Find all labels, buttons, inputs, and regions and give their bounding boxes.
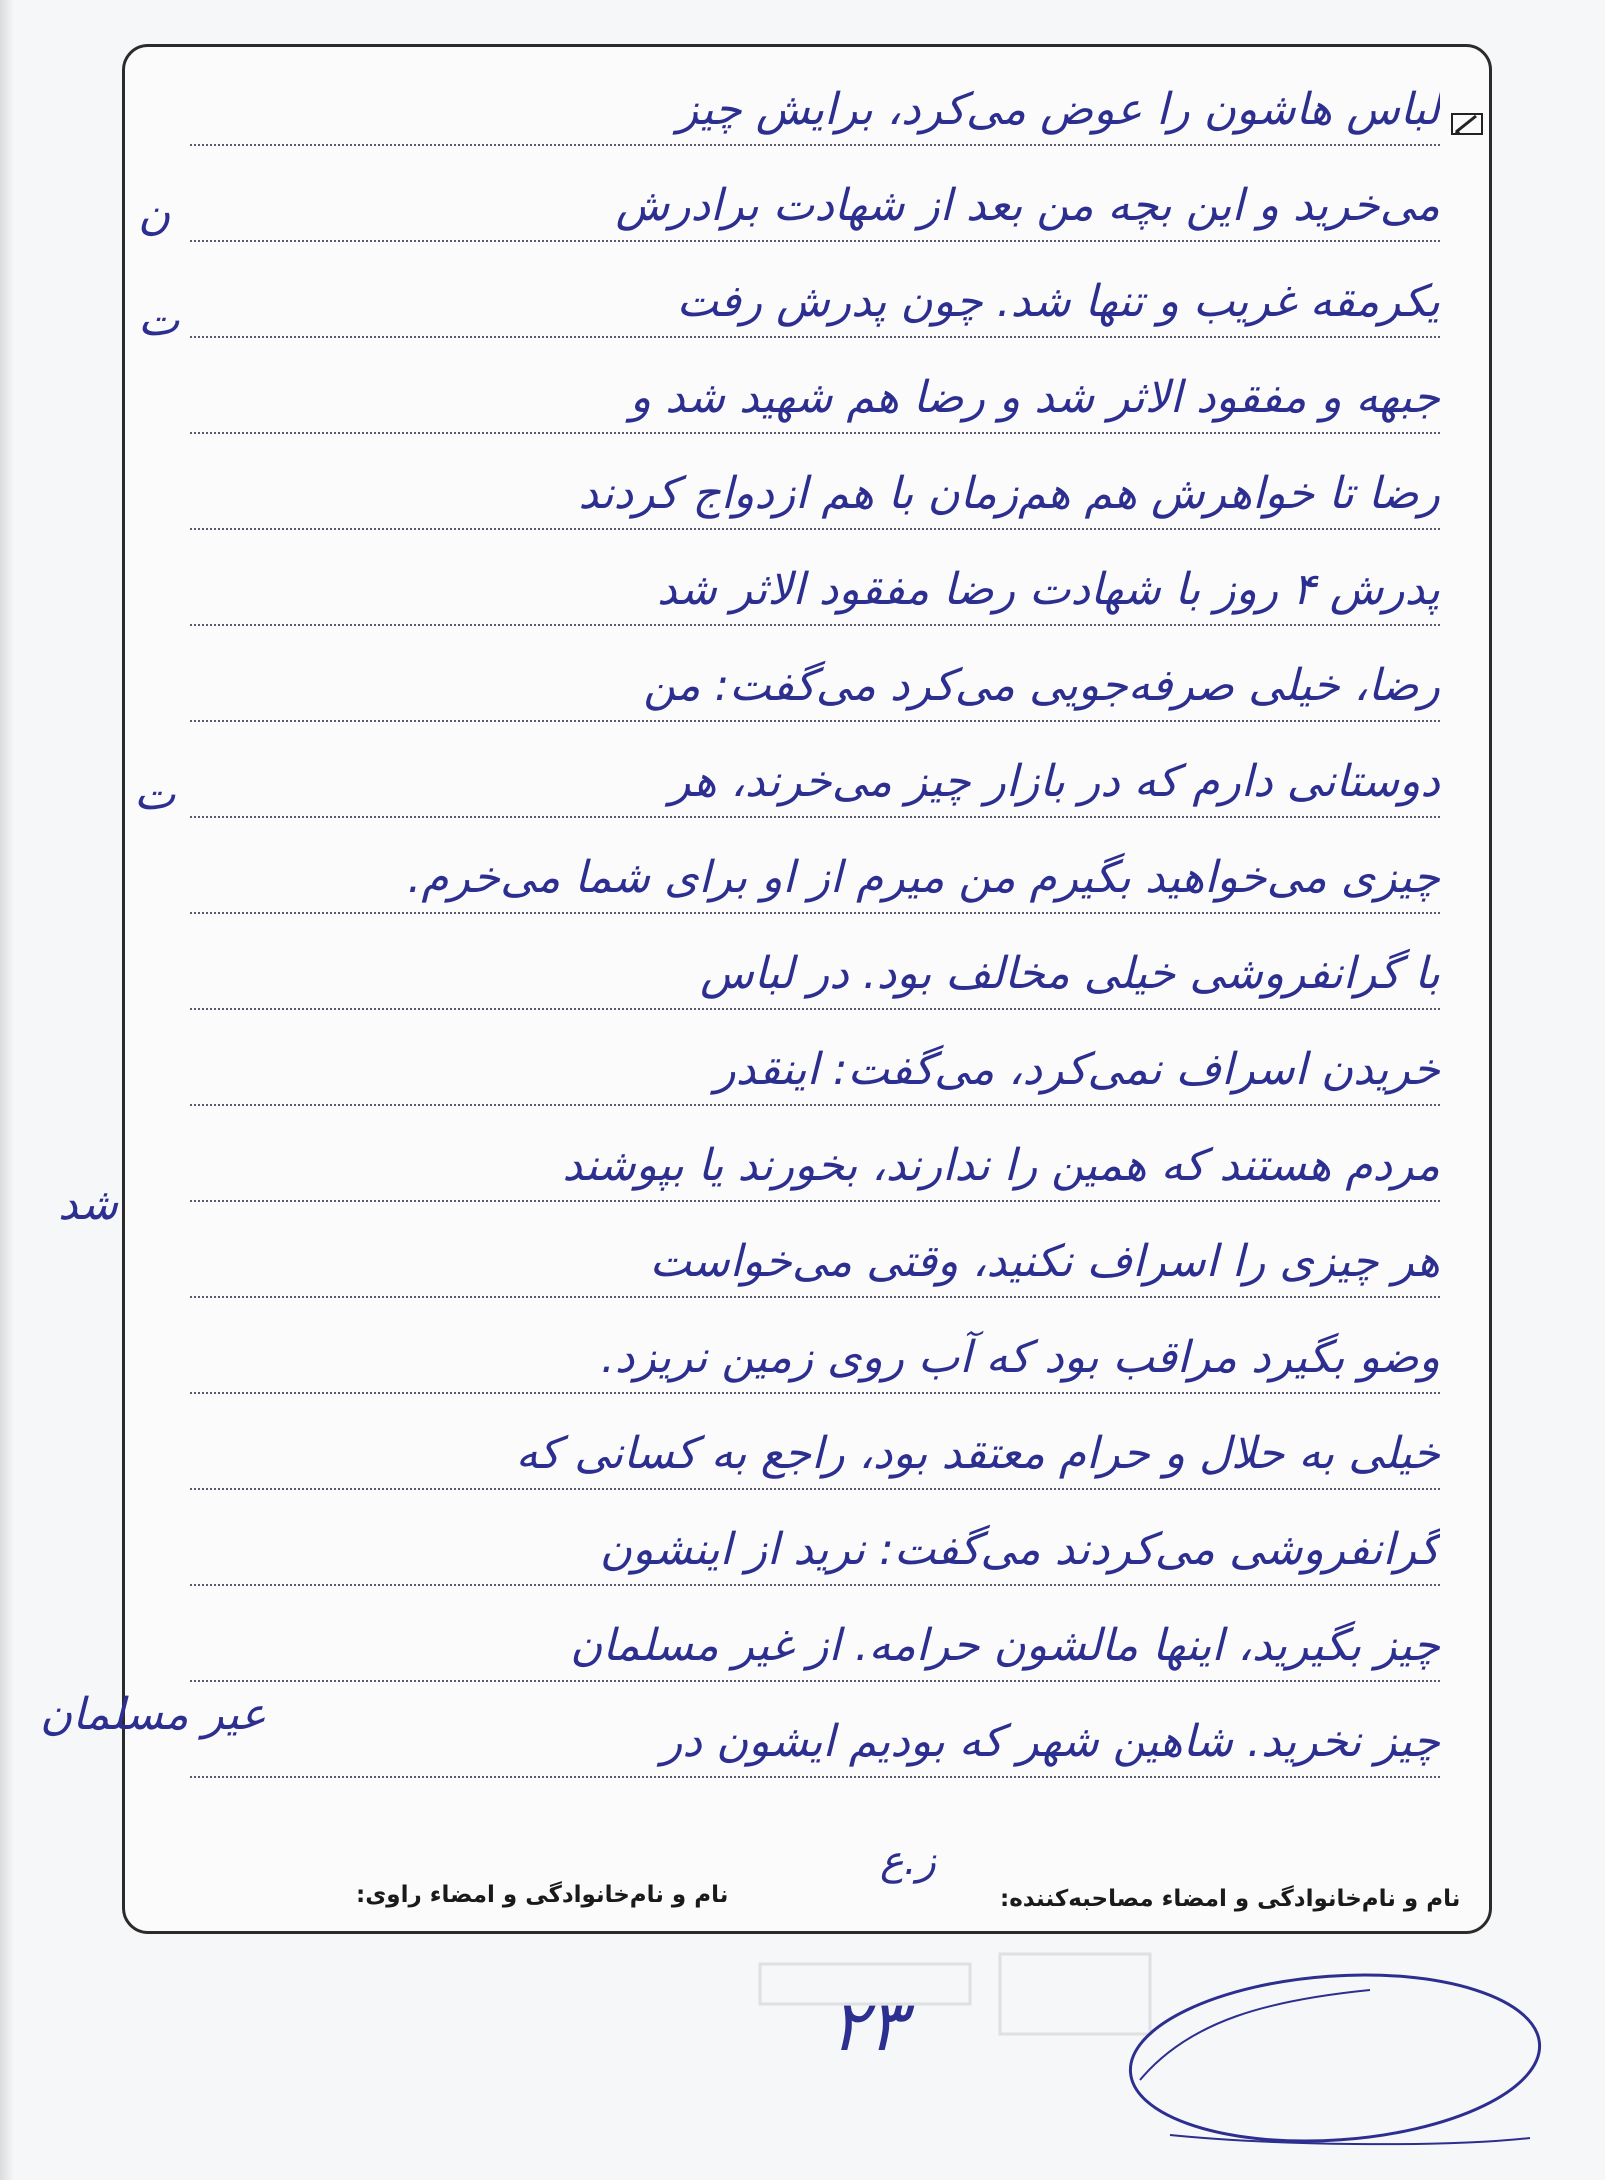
interviewer-signature-label: نام و نام‌خانوادگی و امضاء مصاحبه‌کننده:: [1000, 1886, 1461, 1912]
text-line: [190, 158, 1440, 242]
text-line: [190, 542, 1440, 626]
scan-edge: [0, 0, 14, 2180]
text-line: [190, 446, 1440, 530]
text-line: [190, 1310, 1440, 1394]
line-text: چیز نخرید. شاهین شهر که بودیم ایشون در: [661, 1716, 1440, 1767]
line-text: می‌خرید و این بچه من بعد از شهادت برادرش: [615, 180, 1440, 231]
margin-note: ت: [138, 295, 180, 346]
margin-note: عیر مسلمان: [40, 1689, 267, 1740]
line-text: چیزی می‌خواهید بگیرم من میرم از او برای شما می‌خرم.: [407, 852, 1440, 903]
text-line: [190, 830, 1440, 914]
line-text: هر چیزی را اسراف نکنید، وقتی می‌خواست: [649, 1236, 1440, 1287]
text-line: [190, 1694, 1440, 1778]
narrator-signature-label: نام و نام‌خانوادگی و امضاء راوی:: [356, 1882, 729, 1908]
line-text: دوستانی دارم که در بازار چیز می‌خرند، هر: [669, 756, 1440, 807]
text-line: [190, 350, 1440, 434]
line-text: جبهه و مفقود الاثر شد و رضا هم شهید شد و: [629, 372, 1440, 423]
line-text: با گرانفروشی خیلی مخالف بود. در لباس: [700, 948, 1440, 999]
margin-note: شد: [58, 1179, 118, 1230]
text-line: [190, 1598, 1440, 1682]
text-line: [190, 1022, 1440, 1106]
line-text: پدرش ۴ روز با شهادت رضا مفقود الاثر شد: [656, 564, 1440, 615]
margin-note: ت: [134, 769, 176, 820]
bleed-through-stamp: [240, 1944, 1200, 2064]
text-line: [190, 1118, 1440, 1202]
line-text: گرانفروشی می‌کردند می‌گفت: نرید از اینشون: [599, 1524, 1440, 1575]
line-text: وضو بگیرد مراقب بود که آب روی زمین نریزد.: [600, 1332, 1440, 1383]
interviewer-initials: ز.ع: [880, 1838, 936, 1884]
line-text: چیز بگیرید، اینها مالشون حرامه. از غیر مسلمان: [570, 1620, 1440, 1671]
text-line: [190, 1214, 1440, 1298]
pen-icon: [1450, 110, 1484, 138]
margin-note: ن: [138, 189, 171, 240]
page-number: ۲۳: [830, 1985, 906, 2067]
signature-oval: [1110, 1960, 1560, 2150]
text-line: [190, 254, 1440, 338]
line-text: خیلی به حلال و حرام معتقد بود، راجع به کسانی که: [515, 1428, 1440, 1479]
line-text: رضا، خیلی صرفه‌جویی می‌کرد می‌گفت: من: [643, 660, 1440, 711]
line-text: رضا تا خواهرش هم هم‌زمان با هم ازدواج کردند: [578, 468, 1440, 519]
text-line: [190, 1502, 1440, 1586]
line-text: خریدن اسراف نمی‌کرد، می‌گفت: اینقدر: [714, 1044, 1440, 1095]
text-line: [190, 734, 1440, 818]
line-text: مردم هستند که همین را ندارند، بخورند یا بپوشند: [562, 1140, 1440, 1191]
text-line: [190, 926, 1440, 1010]
line-text: یکرمقه غریب و تنها شد. چون پدرش رفت: [676, 276, 1440, 327]
text-line: [190, 62, 1440, 146]
text-line: [190, 1406, 1440, 1490]
text-line: [190, 638, 1440, 722]
line-text: لباس هاشون را عوض می‌کرد، برایش چیز: [677, 84, 1440, 135]
